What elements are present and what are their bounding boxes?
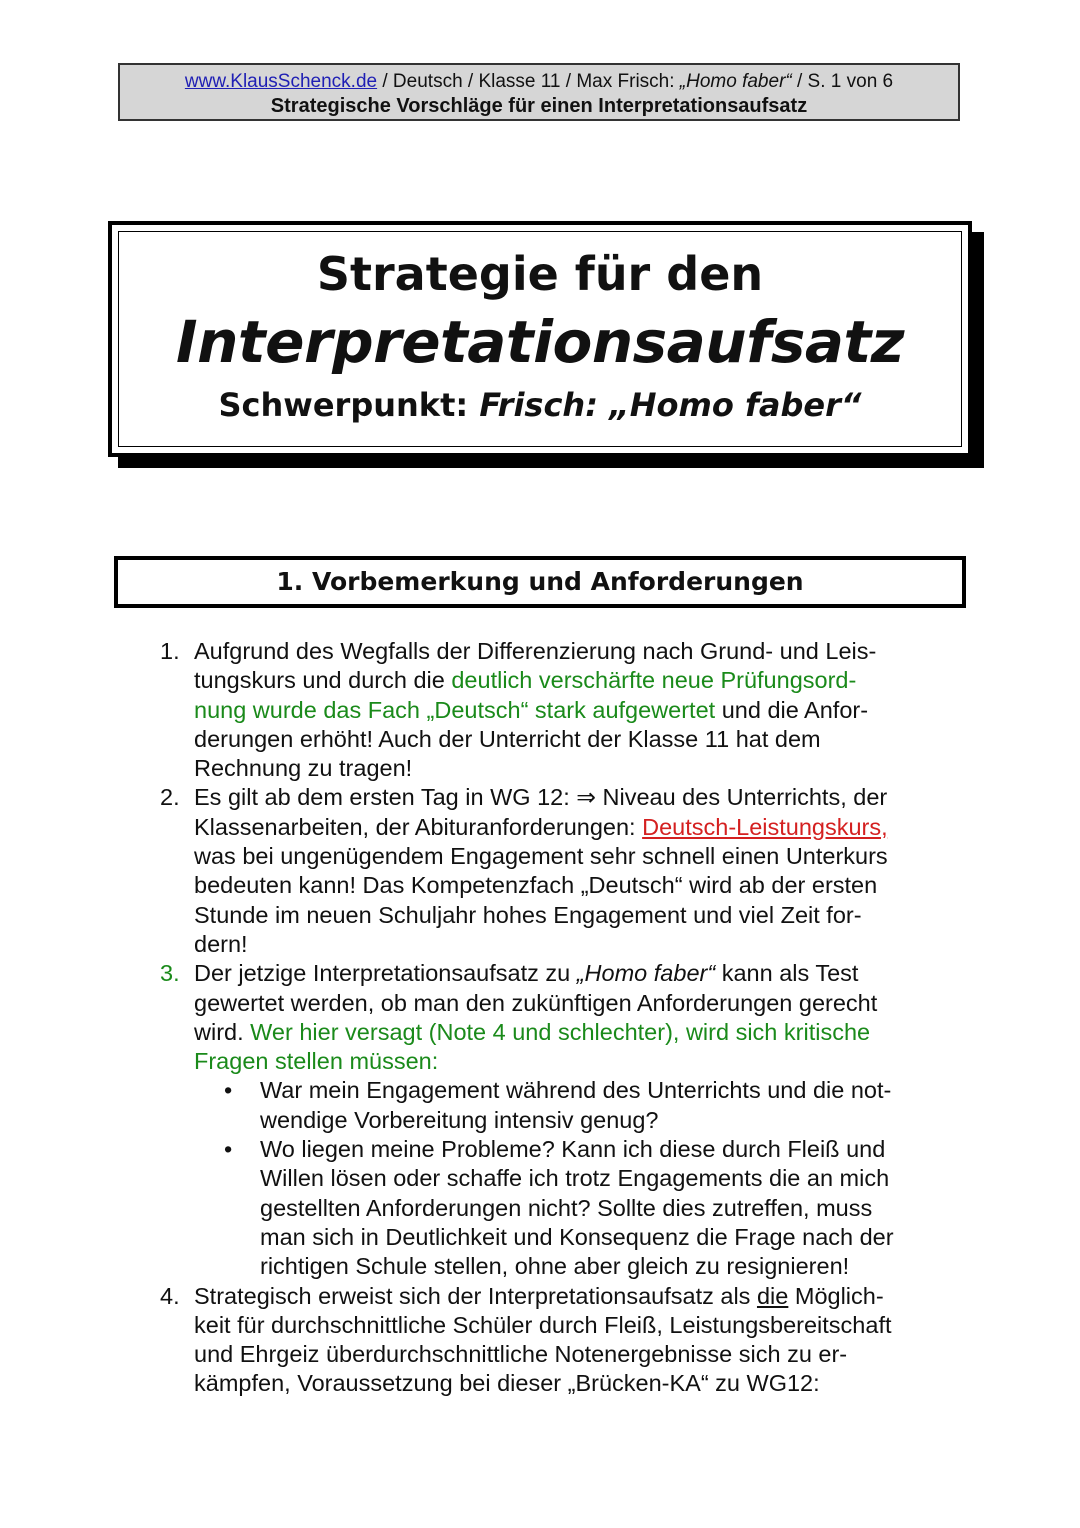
item-text: kann als Test	[715, 960, 859, 987]
title-line-1: Strategie für den	[316, 247, 764, 301]
item-line	[194, 696, 960, 725]
list-item-1	[160, 637, 960, 783]
item-text: und die Anfor-	[715, 696, 869, 723]
list-item-3	[160, 959, 960, 1281]
item-text: Der jetzige Interpretationsaufsatz zu	[194, 960, 577, 987]
title-inner-frame	[118, 231, 962, 447]
bullet-line: gestellten Anforderungen nicht? Sollte dies zutreffen, muss	[260, 1194, 873, 1221]
bullet-line: man sich in Deutlichkeit und Konsequenz die Frage nach der	[260, 1223, 894, 1250]
bullet-line: Willen lösen oder schaffe ich trotz Engagements die an mich	[260, 1165, 890, 1192]
item-text-green: Wer hier versagt (Note 4 und schlechter), wird sich kritische	[250, 1018, 871, 1045]
bullet-line: richtigen Schule stellen, ohne aber gleich zu resignieren!	[260, 1253, 850, 1280]
item-line: gewertet werden, ob man den zukünftigen Anforderungen gerecht	[194, 989, 878, 1016]
section-title: 1. Vorbemerkung und Anforderungen	[276, 567, 804, 596]
item-line	[194, 1282, 960, 1311]
bullet-icon: •	[224, 1077, 233, 1104]
section-heading-box	[114, 556, 966, 608]
list-number: 3.	[160, 960, 180, 987]
item-line: und Ehrgeiz überdurchschnittliche Notenergebnisse sich zu er-	[194, 1341, 848, 1368]
list-item-4	[160, 1282, 960, 1399]
item-line	[194, 959, 960, 988]
numbered-list	[160, 637, 960, 1399]
list-number: 1.	[160, 638, 180, 664]
title-focus-label: Schwerpunkt:	[218, 386, 480, 424]
item-line: dern!	[194, 930, 248, 957]
title-line-2: Interpretationsaufsatz	[176, 308, 904, 376]
item-line	[194, 666, 960, 695]
bullet-line: wendige Vorbereitung intensiv genug?	[260, 1106, 659, 1133]
bullet-line: Wo liegen meine Probleme? Kann ich diese durch Fleiß und	[260, 1136, 886, 1163]
header-path-text: / Deutsch / Klasse 11 / Max Frisch:	[377, 71, 680, 92]
list-number: 2.	[160, 784, 180, 811]
item-text-red: Deutsch-Leistungskurs,	[642, 813, 888, 840]
item-line: Es gilt ab dem ersten Tag in WG 12: ⇒ Niveau des Unterrichts, der	[194, 784, 888, 811]
header-path	[120, 70, 958, 94]
bullet-icon: •	[224, 1136, 233, 1163]
title-line-3	[119, 384, 961, 426]
item-text-italic: „Homo faber“	[576, 960, 716, 987]
item-line: kämpfen, Voraussetzung bei dieser „Brücken-KA“ zu WG12:	[194, 1370, 820, 1397]
item-line: Stunde im neuen Schuljahr hohes Engagement und viel Zeit for-	[194, 901, 862, 928]
header-page-number: / S. 1 von 6	[791, 71, 894, 92]
bullet-item-2	[194, 1135, 960, 1281]
bullet-list	[194, 1076, 960, 1281]
item-line	[194, 1018, 960, 1047]
item-line: Aufgrund des Wegfalls der Differenzierung nach Grund- und Leis-	[194, 638, 877, 664]
website-link[interactable]: www.KlausSchenck.de	[184, 71, 378, 92]
item-text: Klassenarbeiten, der Abituranforderungen:	[194, 813, 643, 840]
item-line: keit für durchschnittliche Schüler durch Fleiß, Leistungsbereitschaft	[194, 1311, 892, 1338]
item-line: Rechnung zu tragen!	[194, 755, 413, 782]
item-line: bedeuten kann! Das Kompetenzfach „Deutsch“ wird ab der ersten	[194, 872, 878, 899]
title-box	[108, 221, 972, 457]
bullet-line: War mein Engagement während des Unterrichts und die not-	[260, 1077, 892, 1104]
item-line: was bei ungenügendem Engagement sehr schnell einen Unterkurs	[194, 843, 888, 870]
header-subtitle: Strategische Vorschläge für einen Interpretationsaufsatz	[270, 95, 808, 117]
item-line	[194, 813, 960, 842]
list-item-2	[160, 783, 960, 959]
header-path-italic: „Homo faber“	[679, 71, 792, 92]
item-text: wird.	[194, 1018, 251, 1045]
item-text-underlined: die	[756, 1282, 789, 1309]
bullet-item-1	[194, 1076, 960, 1135]
item-line: Fragen stellen müssen:	[194, 1048, 439, 1075]
item-text-green: deutlich verschärfte neue Prüfungsord-	[451, 667, 857, 694]
item-text: tungskurs und durch die	[194, 667, 452, 694]
item-text-green: nung wurde das Fach „Deutsch“ stark aufgewertet	[194, 696, 716, 723]
item-text: Strategisch erweist sich der Interpretationsaufsatz als	[194, 1282, 757, 1309]
list-number: 4.	[160, 1282, 180, 1309]
item-line: derungen erhöht! Auch der Unterricht der Klasse 11 hat dem	[194, 725, 821, 752]
item-text: Möglich-	[788, 1282, 884, 1309]
title-focus-work: Frisch: „Homo faber“	[479, 386, 862, 424]
page-header	[118, 63, 960, 121]
